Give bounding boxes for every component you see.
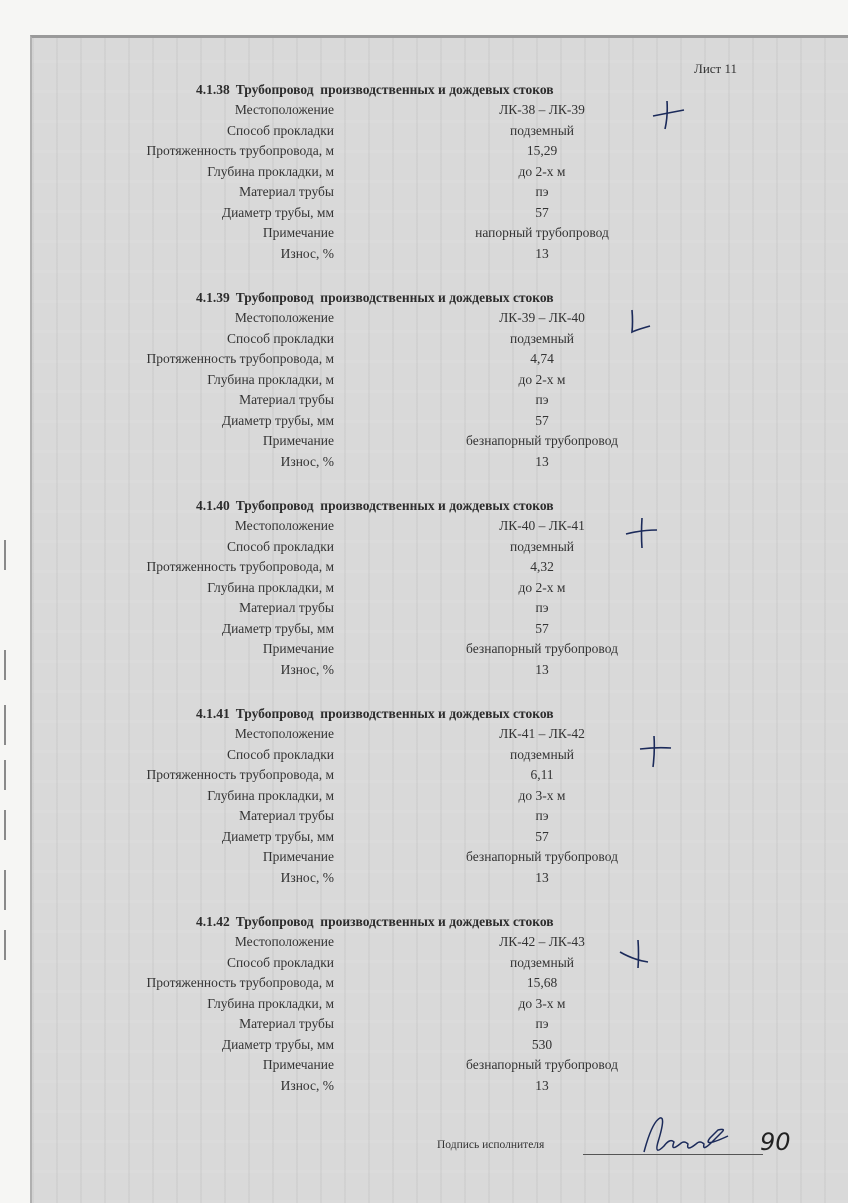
field-value: 13 [535,245,549,261]
field-value: подземный [509,122,574,138]
field-row [0,1057,848,1075]
field-label: Глубина прокладки, м [207,371,334,387]
field-row [0,164,848,182]
section-number: 4.1.41 [196,706,230,721]
field-label: Способ прокладки [227,954,334,970]
field-row [0,246,848,264]
field-label: Примечание [262,225,334,240]
field-value: подземный [509,538,574,554]
field-row [0,955,848,973]
field-label: Диаметр трубы, мм [221,412,334,428]
field-row [0,559,848,577]
section-heading: Трубопровод производственных и дождевых стоков [235,914,554,929]
field-row [0,413,848,431]
field-row [0,870,848,888]
field-value: пэ [535,600,549,615]
sheet-label: Лист 11 [694,61,737,76]
field-row [0,205,848,223]
field-row [0,184,848,202]
field-label: Материал трубы [239,808,334,823]
field-row [0,310,848,328]
field-row [0,454,848,472]
field-value: безнапорный трубопровод [466,641,618,656]
field-value: напорный трубопровод [475,225,609,240]
handwritten-plus-mark [624,516,660,550]
field-value: до 3-х м [518,995,566,1011]
field-label: Протяженность трубопровода, м [146,351,334,366]
field-value: пэ [535,184,549,199]
field-row [0,225,848,243]
field-row [0,1078,848,1096]
field-label: Протяженность трубопровода, м [146,143,334,158]
page-number: 90 [760,1128,791,1156]
field-row [0,996,848,1014]
field-label: Примечание [262,433,334,448]
field-row [0,788,848,806]
section-heading: Трубопровод производственных и дождевых стоков [235,290,554,305]
field-label: Диаметр трубы, мм [221,828,334,844]
field-label: Глубина прокладки, м [207,787,334,803]
field-row [0,600,848,618]
field-row [0,726,848,744]
field-value: 57 [535,828,549,844]
handwritten-plus-mark [638,735,674,769]
field-value: безнапорный трубопровод [466,433,618,448]
section-number: 4.1.40 [196,498,230,513]
field-row [0,372,848,390]
handwritten-check-mark [618,938,654,972]
field-value: ЛК-42 – ЛК-43 [499,934,585,949]
field-label: Износ, % [280,453,334,469]
field-value: 13 [535,1077,549,1093]
field-row [0,351,848,369]
field-value: подземный [509,954,574,970]
field-label: Примечание [262,641,334,656]
field-label: Материал трубы [239,600,334,615]
field-value: безнапорный трубопровод [466,849,618,864]
field-label: Диаметр трубы, мм [221,620,334,636]
field-row [0,767,848,785]
field-label: Глубина прокладки, м [207,579,334,595]
field-label: Способ прокладки [227,538,334,554]
field-label: Износ, % [280,661,334,677]
field-value: безнапорный трубопровод [466,1057,618,1072]
field-row [0,934,848,952]
field-row [0,518,848,536]
field-label: Диаметр трубы, мм [221,1036,334,1052]
field-label: Протяженность трубопровода, м [146,767,334,782]
field-value: подземный [509,330,574,346]
field-value: до 2-х м [518,371,566,387]
field-row [0,580,848,598]
field-value: 4,74 [530,351,554,366]
field-label: Способ прокладки [227,746,334,762]
handwritten-signature [640,1112,732,1162]
field-value: ЛК-40 – ЛК-41 [499,518,585,533]
field-label: Местоположение [234,102,334,117]
handwritten-plus-mark [650,98,686,132]
section-title [196,82,554,98]
signature-label: Подпись исполнителя [437,1139,545,1151]
field-label: Износ, % [280,1077,334,1093]
field-value: 15,68 [526,975,558,990]
field-value: ЛК-41 – ЛК-42 [499,726,585,741]
field-row [0,829,848,847]
field-value: 4,32 [530,559,554,574]
field-label: Примечание [262,849,334,864]
field-label: Способ прокладки [227,122,334,138]
field-row [0,102,848,120]
field-value: ЛК-39 – ЛК-40 [499,310,585,325]
field-value: 13 [535,661,549,677]
field-value: до 2-х м [518,579,566,595]
field-row [0,433,848,451]
field-value: 13 [535,453,549,469]
field-label: Местоположение [234,934,334,949]
field-label: Материал трубы [239,184,334,199]
field-row [0,143,848,161]
field-row [0,808,848,826]
field-label: Способ прокладки [227,330,334,346]
field-row [0,1016,848,1034]
field-value: пэ [535,392,549,407]
field-label: Износ, % [280,245,334,261]
field-row [0,662,848,680]
field-row [0,331,848,349]
field-label: Протяженность трубопровода, м [146,975,334,990]
field-label: Местоположение [234,310,334,325]
field-row [0,539,848,557]
field-label: Местоположение [234,518,334,533]
field-row [0,849,848,867]
field-value: 530 [531,1036,553,1052]
field-label: Примечание [262,1057,334,1072]
section-number: 4.1.38 [196,82,230,97]
field-value: до 3-х м [518,787,566,803]
field-row [0,123,848,141]
field-value: 57 [535,204,549,220]
field-row [0,392,848,410]
field-value: пэ [535,808,549,823]
field-value: 13 [535,869,549,885]
section-title [196,914,554,930]
field-row [0,975,848,993]
field-value: до 2-х м [518,163,566,179]
field-value: подземный [509,746,574,762]
field-label: Износ, % [280,869,334,885]
section-heading: Трубопровод производственных и дождевых стоков [235,82,554,97]
field-value: 57 [535,412,549,428]
field-label: Глубина прокладки, м [207,163,334,179]
section-heading: Трубопровод производственных и дождевых стоков [235,498,554,513]
field-value: пэ [535,1016,549,1031]
field-label: Протяженность трубопровода, м [146,559,334,574]
field-value: 57 [535,620,549,636]
section-title [196,290,554,306]
field-label: Глубина прокладки, м [207,995,334,1011]
field-label: Материал трубы [239,1016,334,1031]
field-value: 6,11 [530,767,554,782]
section-title [196,706,554,722]
field-label: Диаметр трубы, мм [221,204,334,220]
section-number: 4.1.42 [196,914,230,929]
section-title [196,498,554,514]
field-row [0,1037,848,1055]
field-label: Местоположение [234,726,334,741]
field-row [0,747,848,765]
field-value: ЛК-38 – ЛК-39 [499,102,585,117]
field-row [0,621,848,639]
field-row [0,641,848,659]
section-heading: Трубопровод производственных и дождевых стоков [235,706,554,721]
section-number: 4.1.39 [196,290,230,305]
field-label: Материал трубы [239,392,334,407]
field-value: 15,29 [526,143,558,158]
handwritten-check-mark [620,306,656,340]
